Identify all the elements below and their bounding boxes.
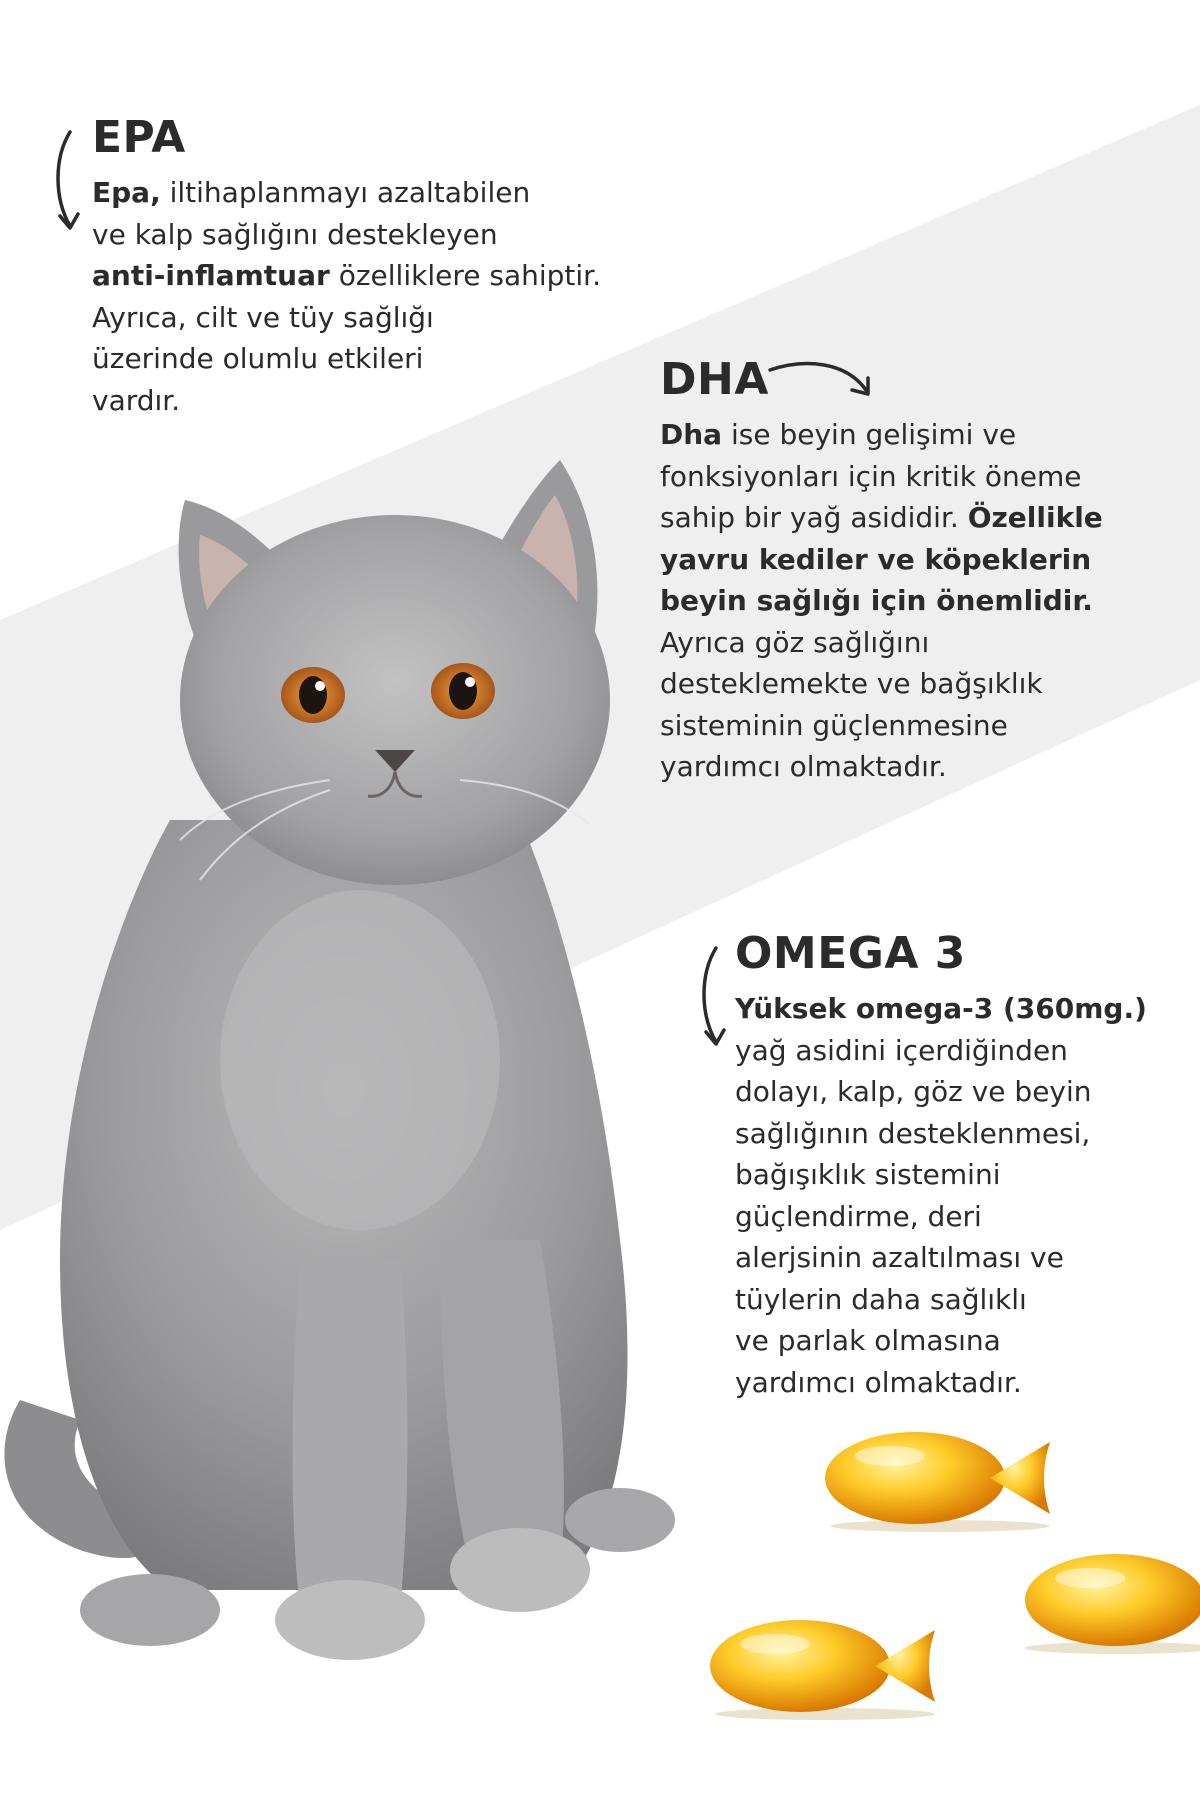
epa-section xyxy=(92,112,712,421)
fish-oil-capsule-icon xyxy=(705,1606,945,1726)
fish-oil-capsule-icon xyxy=(1020,1540,1200,1660)
cat-photo xyxy=(0,440,700,1680)
dha-heading: DHA xyxy=(660,354,769,405)
dha-description: Dha ise beyin gelişimi ve fonksiyonları için kritik öneme sahip bir yağ asididir. Özellikle yavru kediler ve köpeklerin beyin sağlığı için önemlidir. Ayrıca göz sağlığını desteklemekte ve bağşıklık sisteminin güçlenmesine yardımcı olmaktadır. xyxy=(660,418,1103,783)
omega3-section xyxy=(735,928,1195,1403)
curved-right-arrow-icon xyxy=(766,356,876,406)
fish-oil-capsule-icon xyxy=(820,1418,1060,1538)
epa-description: Epa, iltihaplanmayı azaltabilen ve kalp sağlığını destekleyen anti-inflamtuar özelliklere sahiptir. Ayrıca, cilt ve tüy sağlığı üzerinde olumlu etkileri vardır. xyxy=(92,176,601,417)
epa-heading: EPA xyxy=(92,112,186,163)
omega3-heading: OMEGA 3 xyxy=(735,928,966,979)
curved-down-arrow-icon xyxy=(694,944,734,1054)
omega3-description: Yüksek omega-3 (360mg.) yağ asidini içerdiğinden dolayı, kalp, göz ve beyin sağlığının desteklenmesi, bağışıklık sistemini güçlendirme, deri alerjsinin azaltılması ve tüylerin daha sağlıklı ve parlak olmasına yardımcı olmaktadır. xyxy=(735,992,1147,1399)
dha-section xyxy=(660,354,1180,788)
curved-down-arrow-icon xyxy=(48,128,88,238)
